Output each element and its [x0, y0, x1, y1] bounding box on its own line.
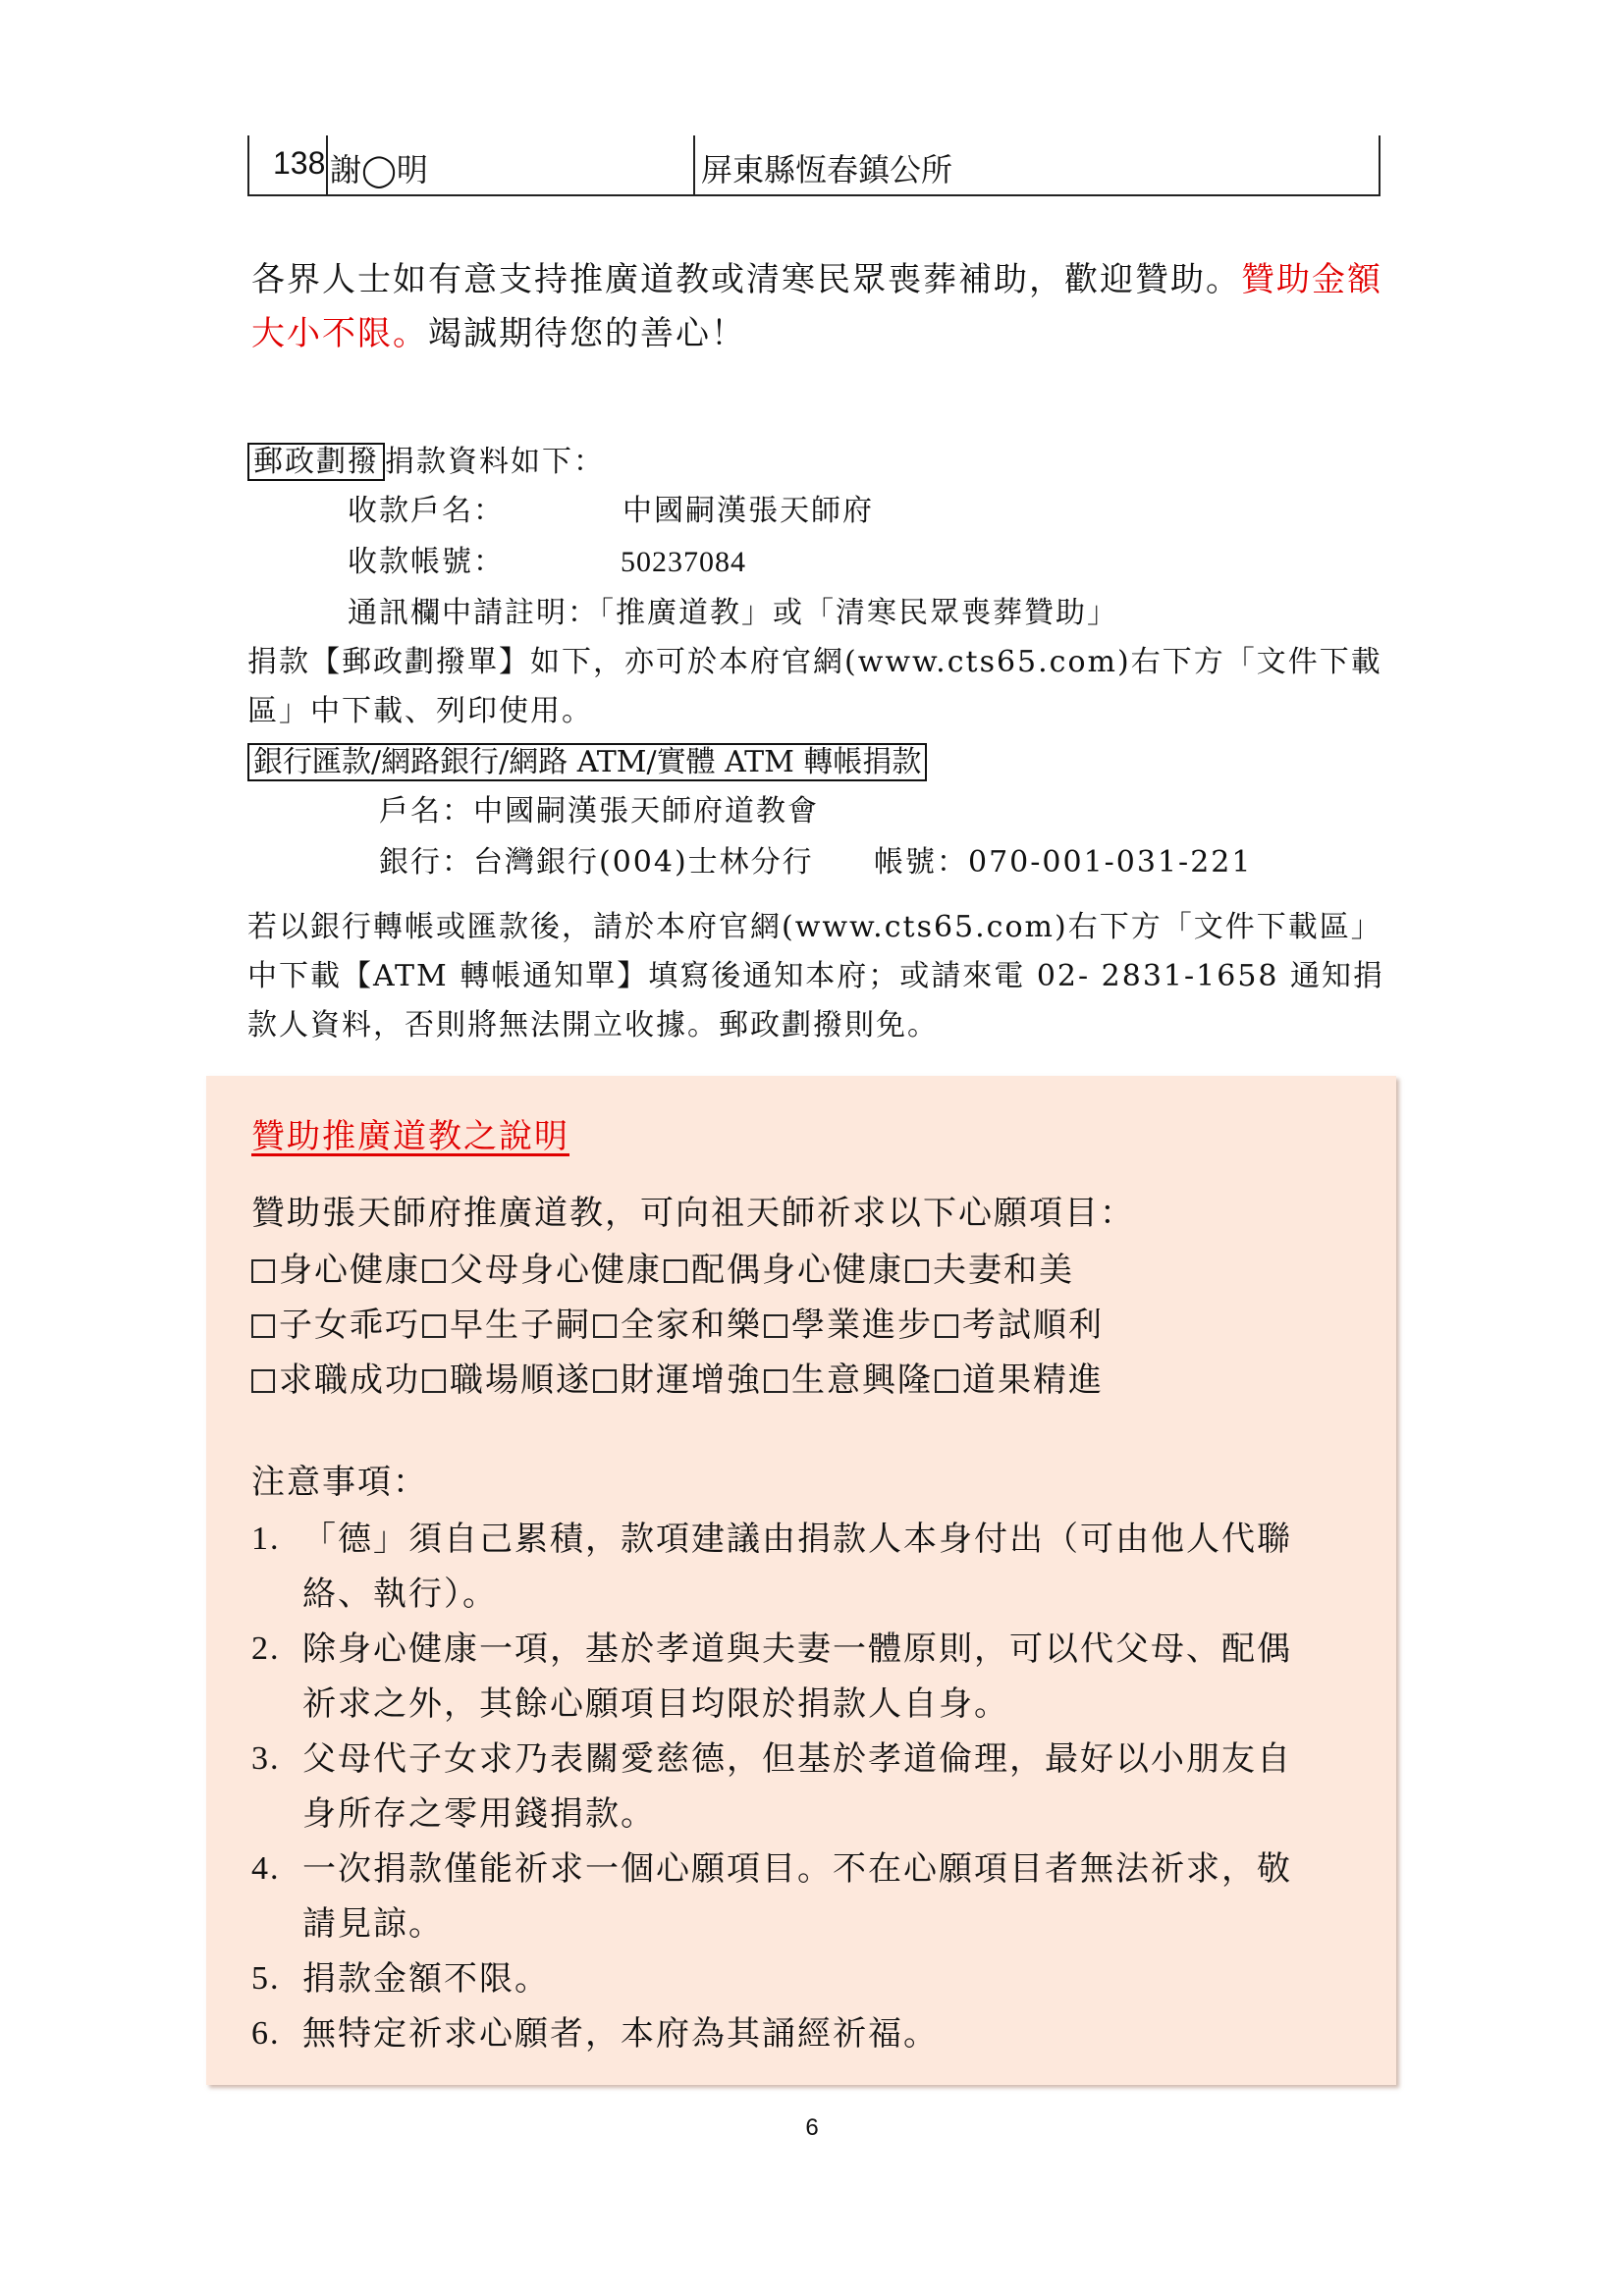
note-item — [251, 1512, 1371, 1622]
bank-after-line-1: 若以銀行轉帳或匯款後，請於本府官網(www.cts65.com)右下方「文件下載區」 — [247, 910, 1382, 944]
note-line: 祈求之外，其餘心願項目均限於捐款人自身。 — [302, 1684, 1009, 1724]
wish-item: 子女乖巧 — [251, 1298, 420, 1353]
checkbox-icon[interactable] — [905, 1259, 929, 1283]
bank-heading — [247, 738, 927, 787]
table-divider — [693, 135, 695, 196]
bank-label-box: 銀行匯款/網路銀行/網路 ATM/實體 ATM 轉帳捐款 — [247, 743, 927, 781]
note-number: 5. — [251, 1960, 281, 1997]
checkbox-icon[interactable] — [251, 1314, 275, 1338]
checkbox-icon[interactable] — [764, 1314, 787, 1338]
panel-lead: 贊助張天師府推廣道教，可向祖天師祈求以下心願項目： — [251, 1194, 1135, 1233]
donor-table-row — [247, 135, 1380, 196]
note-line: 絡、執行）。 — [302, 1575, 498, 1614]
intro-paragraph — [251, 253, 1390, 361]
checkbox-icon[interactable] — [251, 1259, 275, 1283]
note-item — [251, 1951, 1371, 2006]
donor-name: 謝◯明 — [330, 152, 428, 187]
note-item — [251, 1622, 1371, 1732]
intro-text: 各界人士如有意支持推廣道教或清寒民眾喪葬補助，歡迎贊助。 — [251, 260, 1241, 299]
wish-item: 配偶身心健康 — [664, 1243, 903, 1298]
intro-red-text: 贊助金額大小不限。 — [251, 260, 1382, 353]
payee-value: 中國嗣漢張天師府 — [623, 494, 874, 528]
wish-item: 學業進步 — [764, 1298, 933, 1353]
postal-form-line-1: 捐款【郵政劃撥單】如下，亦可於本府官網(www.cts65.com)右下方「文件下載 — [247, 645, 1382, 679]
intro-end-text: 竭誠期待您的善心！ — [428, 314, 746, 353]
bank-after-line-3: 款人資料，否則將無法開立收據。郵政劃撥則免。 — [247, 1008, 939, 1042]
note-line: 除身心健康一項，基於孝道與夫妻一體原則，可以代父母、配偶 — [302, 1629, 1292, 1669]
note-line: 無特定祈求心願者，本府為其誦經祈福。 — [302, 2014, 939, 2054]
donor-number: 138 — [273, 145, 326, 181]
note-number: 1. — [251, 1521, 281, 1557]
wish-item: 父母身心健康 — [422, 1243, 662, 1298]
checkbox-icon[interactable] — [935, 1369, 958, 1393]
note-line: 「德」須自己累積，款項建議由捐款人本身付出（可由他人代聯 — [302, 1520, 1292, 1559]
account-value: 50237084 — [621, 546, 746, 578]
postal-note-line: 通訊欄中請註明：「推廣道教」或「清寒民眾喪葬贊助」 — [348, 596, 1118, 630]
checkbox-icon[interactable] — [422, 1369, 446, 1393]
checkbox-icon[interactable] — [935, 1314, 958, 1338]
checkbox-icon[interactable] — [664, 1259, 687, 1283]
bank-branch-line: 銀行：台灣銀行(004)士林分行 — [379, 845, 814, 880]
table-divider — [326, 135, 328, 196]
account-label: 收款帳號： — [348, 545, 505, 579]
wish-item: 生意興隆 — [764, 1353, 933, 1408]
note-item — [251, 1842, 1371, 1951]
wish-item: 夫妻和美 — [905, 1243, 1074, 1298]
wish-item: 道果精進 — [935, 1353, 1104, 1408]
table-bottom-border — [247, 194, 1380, 196]
note-number: 4. — [251, 1850, 281, 1887]
wish-item: 求職成功 — [251, 1353, 420, 1408]
bank-holder-line: 戶名：中國嗣漢張天師府道教會 — [379, 794, 819, 828]
panel-title: 贊助推廣道教之說明 — [251, 1117, 569, 1156]
wish-item: 考試順利 — [935, 1298, 1104, 1353]
wish-item: 早生子嗣 — [422, 1298, 591, 1353]
note-line: 身所存之零用錢捐款。 — [302, 1794, 656, 1834]
note-number: 6. — [251, 2015, 281, 2052]
wish-row-2 — [251, 1298, 1106, 1353]
bank-account-line: 帳號：070-001-031-221 — [874, 845, 1253, 880]
checkbox-icon[interactable] — [593, 1314, 617, 1338]
wish-item: 職場順遂 — [422, 1353, 591, 1408]
checkbox-icon[interactable] — [422, 1314, 446, 1338]
table-right-border — [1379, 135, 1380, 196]
sponsorship-panel — [206, 1076, 1396, 2085]
postal-heading — [247, 438, 605, 487]
note-line: 一次捐款僅能祈求一個心願項目。不在心願項目者無法祈求，敬 — [302, 1849, 1292, 1889]
postal-label-box: 郵政劃撥 — [247, 443, 385, 481]
note-item — [251, 1732, 1371, 1842]
page-number: 6 — [805, 2114, 819, 2141]
donor-location: 屏東縣恆春鎮公所 — [701, 152, 953, 187]
wish-item: 身心健康 — [251, 1243, 420, 1298]
checkbox-icon[interactable] — [251, 1369, 275, 1393]
wish-row-1 — [251, 1243, 1076, 1298]
checkbox-icon[interactable] — [593, 1369, 617, 1393]
checkbox-icon[interactable] — [764, 1369, 787, 1393]
note-number: 2. — [251, 1630, 281, 1667]
note-item — [251, 2006, 1371, 2061]
note-number: 3. — [251, 1740, 281, 1777]
wish-item: 全家和樂 — [593, 1298, 762, 1353]
checkbox-icon[interactable] — [422, 1259, 446, 1283]
payee-label: 收款戶名： — [348, 494, 505, 528]
wish-row-3 — [251, 1353, 1106, 1408]
note-line: 父母代子女求乃表關愛慈德，但基於孝道倫理，最好以小朋友自 — [302, 1739, 1292, 1779]
bank-after-line-2: 中下載【ATM 轉帳通知單】填寫後通知本府；或請來電 02- 2831-1658 通知捐 — [247, 959, 1385, 993]
note-line: 請見諒。 — [302, 1904, 444, 1944]
note-line: 捐款金額不限。 — [302, 1959, 550, 1999]
postal-label-rest: 捐款資料如下： — [385, 445, 605, 479]
postal-form-line-2: 區」中下載、列印使用。 — [247, 694, 593, 728]
notes-title: 注意事項： — [251, 1463, 428, 1502]
table-left-border — [247, 135, 249, 196]
wish-item: 財運增強 — [593, 1353, 762, 1408]
